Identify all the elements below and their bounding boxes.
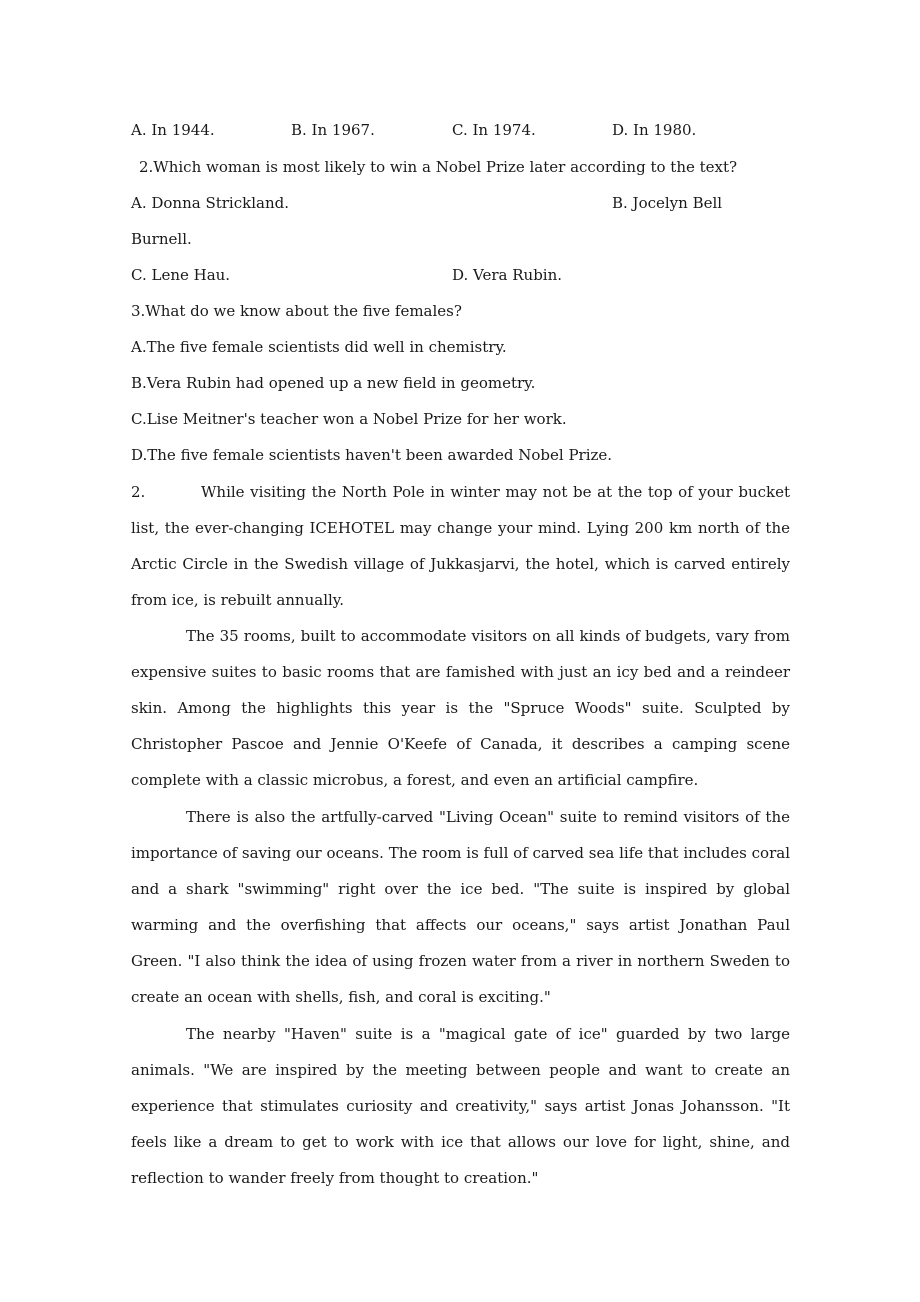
q2-option-c: C. Lene Hau. xyxy=(131,266,231,284)
q2-option-a: A. Donna Strickland. xyxy=(131,194,289,212)
passage-paragraph-1: While visiting the North Pole in winter may not be at the top of your bucket list, the ever-changing ICEHOTEL may change your mind. Lying 200 km north of the Arctic Circle in the Swedish village of Jukkasjarvi, the hotel, which is carved entirely from ice, is rebuilt annually. xyxy=(131,483,790,610)
passage-paragraph-3: There is also the artfully-carved "Living Ocean" suite to remind visitors of the importance of saving our oceans. The room is full of carved sea life that includes coral and a shark "swimming" right over the ice bed. "The suite is inspired by global warming and the overfishing that affects our oceans," says artist Jonathan Paul Green. "I also think the idea of using frozen water from a river in northern Sweden to create an ocean with shells, fish, and coral is exciting." xyxy=(131,808,790,1007)
q2-option-b-continued: Burnell. xyxy=(131,230,192,248)
q2-option-d: D. Vera Rubin. xyxy=(452,266,563,284)
q1-option-a: A. In 1944. xyxy=(131,121,215,139)
q1-option-d: D. In 1980. xyxy=(612,121,697,139)
q2-option-b: B. Jocelyn Bell xyxy=(612,194,723,212)
q3-option-d: D.The five female scientists haven't been awarded Nobel Prize. xyxy=(131,446,613,464)
q1-option-c: C. In 1974. xyxy=(452,121,536,139)
q3-option-a: A.The five female scientists did well in chemistry. xyxy=(131,338,507,356)
q3-option-c: C.Lise Meitner's teacher won a Nobel Prize for her work. xyxy=(131,410,567,428)
passage-number: 2. xyxy=(131,483,146,501)
q3-option-b: B.Vera Rubin had opened up a new field in geometry. xyxy=(131,374,536,392)
q3-stem: 3.What do we know about the five females? xyxy=(131,302,462,320)
passage-paragraph-2: The 35 rooms, built to accommodate visitors on all kinds of budgets, vary from expensive suites to basic rooms that are famished with just an icy bed and a reindeer skin. Among the highlights this year is the "Spruce Woods" suite. Sculpted by Christopher Pascoe and Jennie O'Keefe of Canada, it describes a camping scene complete with a classic microbus, a forest, and even an artificial campfire. xyxy=(131,627,790,790)
q2-stem: 2.Which woman is most likely to win a Nobel Prize later according to the text? xyxy=(139,158,738,176)
q1-option-b: B. In 1967. xyxy=(291,121,375,139)
passage-paragraph-4: The nearby "Haven" suite is a "magical gate of ice" guarded by two large animals. "We are inspired by the meeting between people and want to create an experience that stimulates curiosity and creativity," says artist Jonas Johansson. "It feels like a dream to get to work with ice that allows our love for light, shine, and reflection to wander freely from thought to creation." xyxy=(131,1025,790,1188)
